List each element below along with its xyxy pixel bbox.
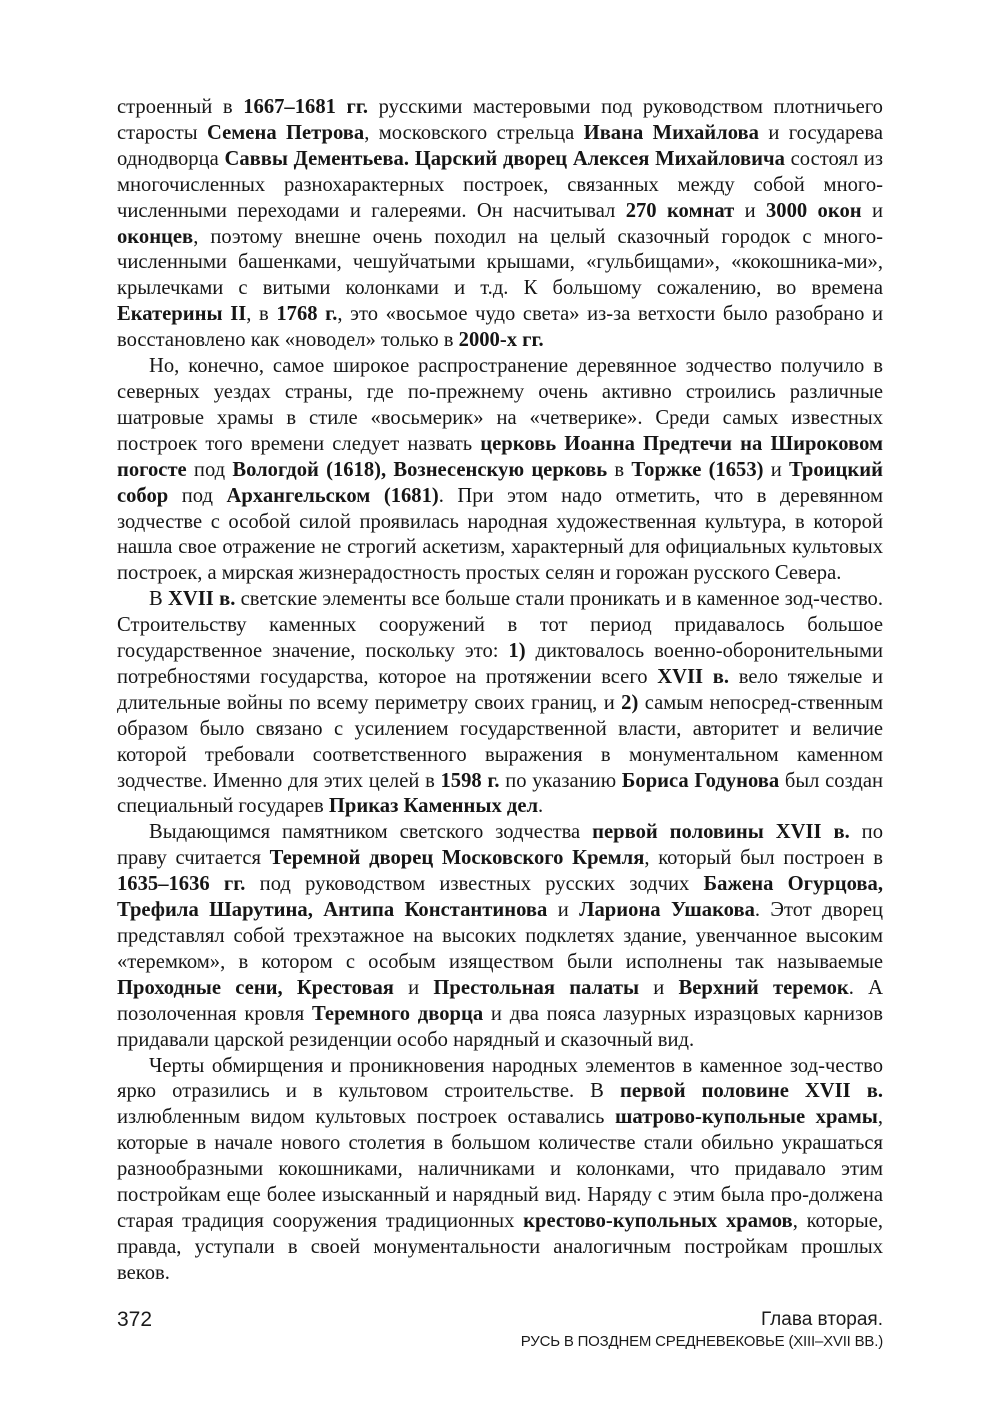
bold-text: Саввы Дементьева. Царский дворец Алексея Михайловича [224, 147, 785, 170]
text-run: и [734, 199, 766, 222]
bold-text: Вологдой (1618), Вознесенскую церковь [232, 458, 608, 481]
text-run: , это «восьмое чудо света» из-за ветхости было разобрано и восстановлено как «новодел» только в [117, 303, 884, 352]
paragraph [117, 1054, 883, 1287]
bold-text: 2) [621, 691, 639, 714]
text-run: . Этот дворец представлял собой трехэтажное на высоких подклетях здание, увенчанное высоким «теремком», в котором с особым изяществом были исполнены так называемые [117, 899, 883, 973]
text-run: . При этом надо отметить, что в деревянном зодчестве с особой силой проявилась народная художественная культура, в которой нашла свое отражение не строгий аскетизм, характерный для официальных культовых построек, а мирская жизнерадостность простых селян и горожан русского Севера. [117, 484, 884, 585]
bold-text: Бориса Годунова [621, 769, 780, 792]
bold-text: Приказ Каменных дел [328, 795, 539, 818]
bold-text: XVII в. [168, 588, 236, 611]
bold-text: оконцев [117, 225, 194, 248]
text-run: , которые, правда, уступали в своей монументальности аналогичным постройкам прошлых веков. [117, 1209, 883, 1284]
bold-text: Лариона Ушакова [579, 899, 755, 922]
text-run: и [639, 976, 679, 999]
bold-text: шатрово-купольные храмы [614, 1106, 878, 1129]
text-run: Но, конечно, самое широкое распространение деревянное зодчество получило в северных уездах страны, где по-прежнему очень активно строились различные шатровые храмы в стиле «восьмерик» на «четверике». Среди самых известных построек того времени следует назвать [117, 355, 883, 455]
text-run: и государева однодворца [117, 121, 883, 170]
bold-text: Теремного дворца [311, 1002, 484, 1025]
bold-text: 1598 г. [440, 769, 500, 792]
text-run: состоял из многочисленных разнохарактерных построек, связанных между собой много-численными переходами и галереями. Он насчитывал [117, 147, 883, 222]
text-run: излюбленным видом культовых построек оставались [117, 1106, 615, 1129]
text-run: , которые в начале нового столетия в большом количестве стали обильно украшаться разнообразными кокошниками, наличниками и колонками, что придавало этим постройкам еще более изысканный и нарядный вид. Наряду с этим была про-должена старая традиция сооружения традиционных [117, 1106, 883, 1232]
bold-text: церковь Иоанна Предтечи на Широковом погосте [117, 432, 884, 481]
bold-text: Престольная палаты [433, 976, 640, 999]
text-run: Черты обмирщения и проникновения народных элементов в каменное зод-чество ярко отразились и в культовом строительстве. В [117, 1054, 883, 1103]
bold-text: Бажена Огурцова, Трефила Шарутина, Антипа Константинова [117, 873, 883, 922]
bold-text: Екатерины II [117, 303, 247, 326]
text-run: вело тяжелые и длительные войны по всему периметру своих границ, и [117, 665, 883, 714]
running-head [521, 1308, 883, 1353]
text-run: и [861, 199, 884, 222]
text-run: , московского стрельца [364, 121, 584, 144]
bold-text: 270 комнат [625, 199, 735, 222]
text-run: в [607, 458, 632, 481]
text-run: , который был построен в [644, 847, 883, 870]
page-body [117, 95, 883, 1287]
text-run: по праву считается [117, 821, 883, 870]
text-run: под [168, 484, 227, 507]
bold-text: Троицкий собор [117, 458, 883, 507]
text-run: В [149, 588, 169, 611]
bold-text: Теремной дворец Московского Кремля [269, 847, 645, 870]
text-run: диктовалось военно-оборонительными потребностями государства, которое на протяжении всего [117, 640, 883, 688]
bold-text: 2000-х гг. [458, 329, 544, 352]
bold-text: крестово-купольных храмов [523, 1209, 793, 1232]
text-run: строенный в [117, 96, 244, 118]
text-run: самым непосред-ственным образом было связано с усилением государственной власти, авторитет и величие которой требовали соответственного выражения в монументальном каменном зодчестве. Именно для этих целей в [117, 691, 883, 792]
text-run: русскими мастеровыми под руководством плотничьего старосты [117, 96, 883, 144]
text-run: светские элементы все больше стали проникать и в каменное зод-чество. Строительству каменных сооружений в тот период придавалось большое государственное значение, поскольку это: [117, 588, 883, 663]
bold-text: XVII в. [657, 665, 730, 688]
paragraph [117, 587, 883, 820]
text-run: и два пояса лазурных изразцовых карнизов придавали царской резиденции особо нарядный и сказочный вид. [117, 1002, 883, 1051]
bold-text: Верхний теремок [678, 976, 849, 999]
bold-text: 1635–1636 гг. [117, 873, 246, 896]
text-run: был создан специальный государев [117, 769, 883, 818]
bold-text: первой половины XVII в. [592, 821, 850, 844]
bold-text: Проходные сени, Крестовая [117, 976, 394, 999]
text-run: под руководством известных русских зодчих [245, 873, 704, 896]
bold-text: 1) [508, 640, 526, 663]
bold-text: Архангельском (1681) [226, 484, 439, 507]
bold-text: 3000 окон [766, 199, 862, 222]
text-run: , в [246, 303, 277, 326]
bold-text: первой половине XVII в. [619, 1080, 883, 1103]
bold-text: Семена Петрова [207, 121, 365, 144]
page-number: 372 [117, 1308, 153, 1331]
paragraph [117, 354, 883, 587]
text-run: и [393, 976, 434, 999]
text-run: по указанию [499, 769, 622, 792]
bold-text: Ивана Михайлова [583, 121, 759, 144]
bold-text: 1768 г. [276, 303, 338, 326]
text-run: . А позолоченная кровля [117, 976, 883, 1025]
chapter-subtitle: РУСЬ В ПОЗДНЕМ СРЕДНЕВЕКОВЬЕ (XIII–XVII ВВ.) [520, 1333, 883, 1350]
text-run: и [763, 458, 789, 481]
text-run: Выдающимся памятником светского зодчества [149, 821, 593, 844]
text-run: . [538, 795, 544, 818]
text-run: , поэтому внешне очень походил на целый сказочный городок с много-численными башенками, чешуйчатыми крышами, «гульбищами», «кокошника-ми», крылечками с витыми колонками и т.д. К большому сожалению, во времена [117, 225, 883, 300]
text-run: под [186, 458, 233, 481]
chapter-title: Глава вторая. [760, 1309, 883, 1330]
bold-text: 1667–1681 гг. [243, 96, 369, 118]
paragraph [117, 820, 883, 1053]
bold-text: Торжке (1653) [631, 458, 764, 481]
text-run: и [547, 899, 580, 922]
paragraph [117, 95, 883, 354]
